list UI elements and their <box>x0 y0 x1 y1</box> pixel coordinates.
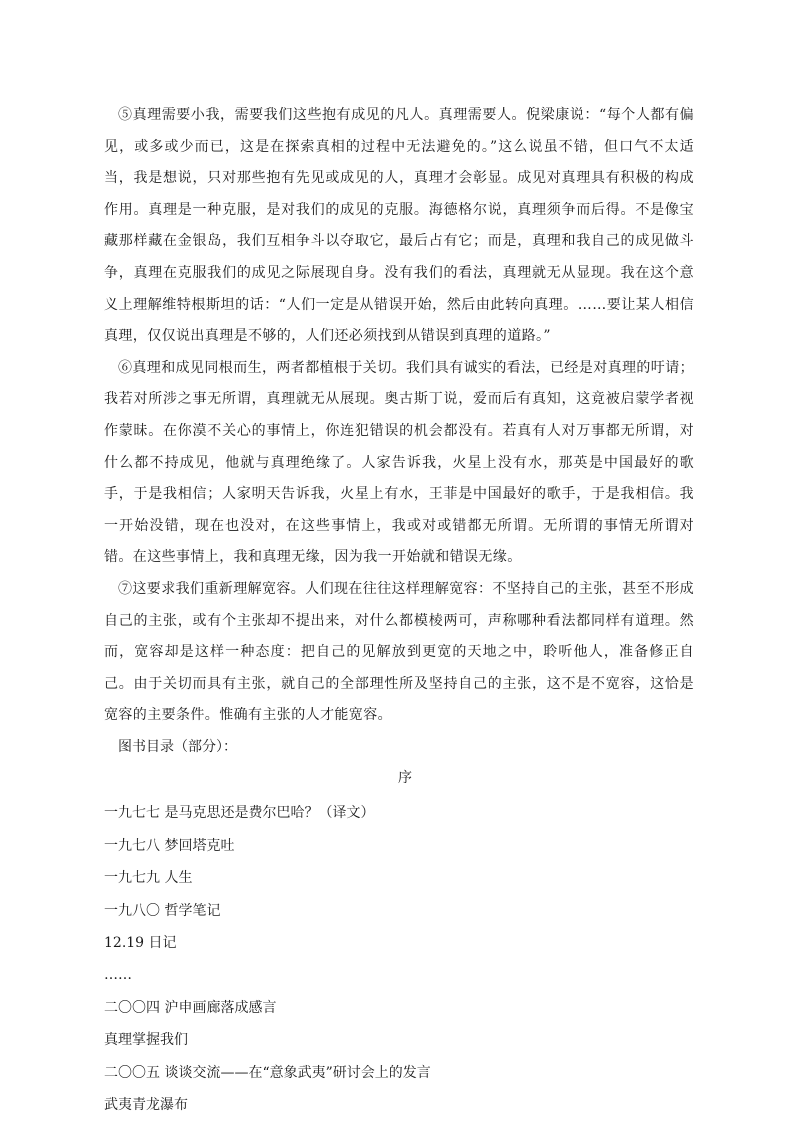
toc-title: 序 <box>398 770 412 787</box>
toc-item: …… <box>104 967 132 984</box>
toc-item: 一九七九 人生 <box>104 870 193 887</box>
paragraph-5: ⑤真理需要小我，需要我们这些抱有成见的凡人。真理需要人。倪梁康说：“每个人都有偏见，或多或少而已，这是在探索真相的过程中无法避免的。”这么说虽不错，但口气不太适当，我是想说，只对那些抱有先见或成见的人，真理才会彰显。成见对真理具有积极的构成作用。真理是一种克服，是对我们的成见的克服。海德格尔说，真理须争而后得。不是像宝藏那样藏在金银岛，我们互相争斗以夺取它，最后占有它；而是，真理和我自己的成见做斗争，真理在克服我们的成见之际展现自身。没有我们的看法，真理就无从显现。我在这个意义上理解维特根斯坦的话：“人们一定是从错误开始，然后由此转向真理。……要让某人相信真理，仅仅说出真理是不够的，人们还必须找到从错误到真理的道路。” <box>104 107 694 345</box>
paragraph-6: ⑥真理和成见同根而生，两者都植根于关切。我们具有诚实的看法，已经是对真理的吁请；我若对所涉之事无所谓，真理就无从展现。奥古斯丁说，爱而后有真知，这竟被启蒙学者视作蒙昧。在你漠不关心的事情上，你连犯错误的机会都没有。若真有人对万事都无所谓，对什么都不持成见，他就与真理绝缘了。人家告诉我，火星上没有水，那英是中国最好的歌手，于是我相信；人家明天告诉我，火星上有水，王菲是中国最好的歌手，于是我相信。我一开始没错，现在也没对，在这些事情上，我或对或错都无所谓。无所谓的事情无所谓对错。在这些事情上，我和真理无缘，因为我一开始就和错误无缘。 <box>104 359 694 566</box>
toc-item: 二〇〇五 谈谈交流——在“意象武夷”研讨会上的发言 <box>104 1064 431 1081</box>
toc-item: 12.19 日记 <box>104 935 177 952</box>
toc-item: 二〇〇四 沪申画廊落成感言 <box>104 999 277 1016</box>
toc-list <box>104 797 694 1121</box>
toc-item: 真理掌握我们 <box>104 1032 188 1049</box>
toc-item: 一九七七 是马克思还是费尔巴哈？（译文） <box>104 805 375 822</box>
toc-item: 一九八〇 哲学笔记 <box>104 902 221 919</box>
toc-intro: 图书目录（部分）： <box>118 738 237 755</box>
paragraph-7: ⑦这要求我们重新理解宽容。人们现在往往这样理解宽容：不坚持自己的主张，甚至不形成自己的主张，或有个主张却不提出来，对什么都模棱两可，声称哪种看法都同样有道理。然而，宽容却是这样一种态度：把自己的见解放到更宽的天地之中，聆听他人，准备修正自己。由于关切而具有主张，就自己的全部理性所及坚持自己的主张，这不是不宽容，这恰是宽容的主要条件。惟确有主张的人才能宽容。 <box>104 580 694 724</box>
toc-item: 一九七八 梦回塔克吐 <box>104 837 235 854</box>
document-body <box>104 100 694 1121</box>
toc-item: 武夷青龙瀑布 <box>104 1096 188 1113</box>
